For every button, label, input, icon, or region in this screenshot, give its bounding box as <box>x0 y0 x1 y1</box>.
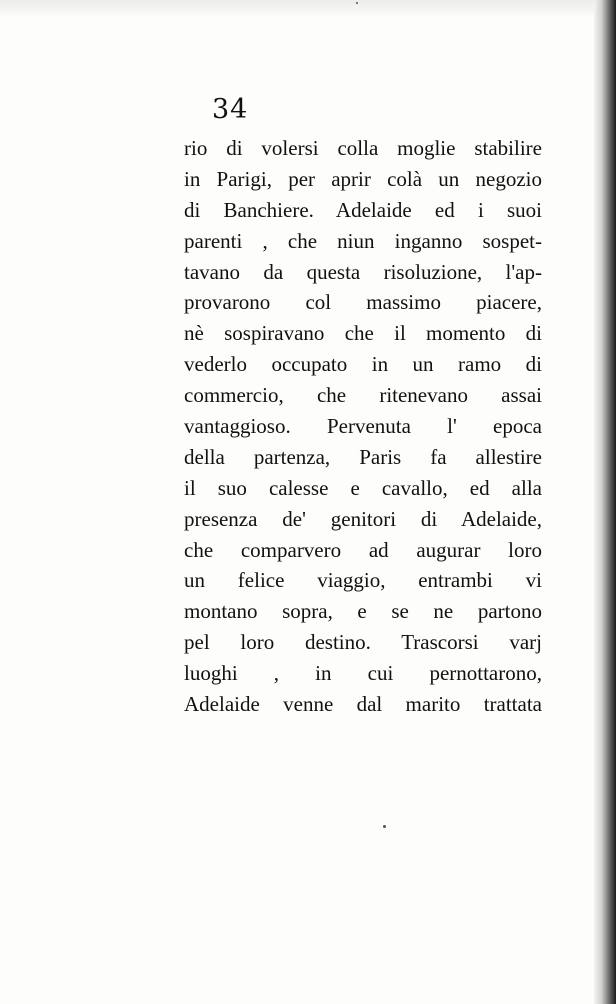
text-line: montano sopra, e se ne partono <box>184 599 542 624</box>
text-line: Adelaide venne dal marito trattata <box>184 692 542 717</box>
text-line: tavano da questa risoluzione, l'ap- <box>184 259 542 284</box>
text-line: della partenza, Paris fa allestire <box>184 444 542 469</box>
body-text <box>184 133 542 720</box>
text-line: luoghi , in cui pernottarono, <box>184 661 542 686</box>
text-line: pel loro destino. Trascorsi varj <box>184 630 542 655</box>
text-line: vederlo occupato in un ramo di <box>184 352 542 377</box>
page-binding-edge <box>594 0 616 1004</box>
text-line: vantaggioso. Pervenuta l' epoca <box>184 414 542 439</box>
text-line: rio di volersi colla moglie stabilire <box>184 136 542 160</box>
scan-speck <box>383 825 386 828</box>
text-line: provarono col massimo piacere, <box>184 290 542 315</box>
scan-speck <box>356 2 358 4</box>
text-line: di Banchiere. Adelaide ed i suoi <box>184 197 542 222</box>
text-line: il suo calesse e cavallo, ed alla <box>184 475 542 500</box>
text-line: parenti , che niun inganno sospet- <box>184 228 542 253</box>
text-line: che comparvero ad augurar loro <box>184 537 542 562</box>
text-line: nè sospiravano che il momento di <box>184 321 542 346</box>
text-line: un felice viaggio, entrambi vi <box>184 568 542 593</box>
text-line: commercio, che ritenevano assai <box>184 383 542 408</box>
text-line: presenza de' genitori di Adelaide, <box>184 506 542 531</box>
scan-top-shadow <box>0 0 616 18</box>
page-number: 34 <box>212 94 249 125</box>
text-line: in Parigi, per aprir colà un negozio <box>184 166 542 191</box>
